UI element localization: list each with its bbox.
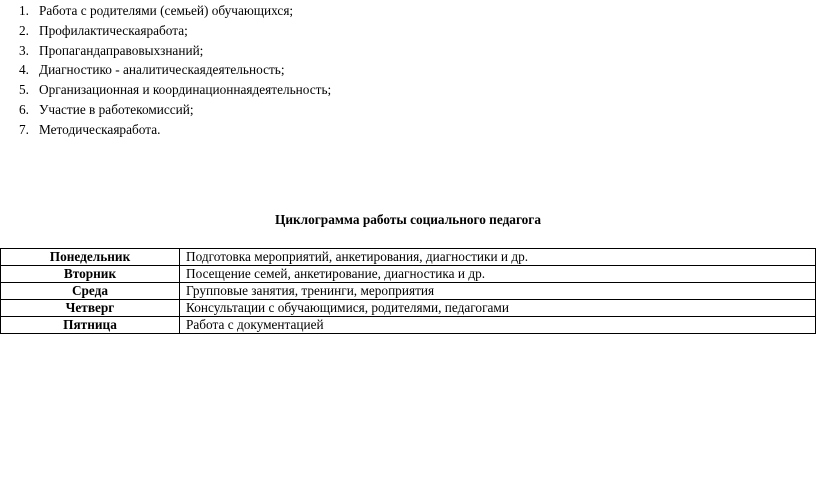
task-cell: Посещение семей, анкетирование, диагностика и др. [180,266,816,283]
schedule-table [0,248,816,334]
list-item-text: Работа с родителями (семьей) обучающихся; [39,3,294,18]
list-item [19,120,331,140]
day-cell: Вторник [1,266,180,283]
list-item-number: 3. [19,42,29,58]
table-row [1,283,816,300]
list-item [19,60,331,80]
list-item [19,100,331,120]
list-item-text: Участие в работекомиссий; [39,101,194,117]
table-row [1,317,816,334]
day-cell: Понедельник [1,249,180,266]
list-item [19,1,331,21]
table-row [1,249,816,266]
schedule-title: Циклограмма работы социального педагога [274,212,541,227]
list-item-number: 5. [19,82,29,98]
list-item-number: 6. [19,101,29,117]
day-cell: Пятница [1,317,180,334]
table-row [1,266,816,283]
list-item-number: 1. [19,3,29,18]
day-cell: Четверг [1,300,180,317]
list-item-number: 4. [19,62,29,78]
list-item-text: Методическаяработа. [39,121,161,137]
day-cell: Среда [1,283,180,300]
list-item-text: Пропагандаправовыхзнаний; [39,42,204,58]
list-item-number: 2. [19,22,29,38]
list-item [19,21,331,41]
list-item-text: Профилактическаяработа; [39,22,188,38]
work-directions-list [19,1,331,140]
list-item-number: 7. [19,121,29,137]
task-cell: Консультации с обучающимися, родителями, педагогами [180,300,816,317]
task-cell: Групповые занятия, тренинги, мероприятия [180,283,816,300]
task-cell: Подготовка мероприятий, анкетирования, диагностики и др. [180,249,816,266]
table-row [1,300,816,317]
list-item [19,80,331,100]
list-item [19,41,331,61]
list-item-text: Диагностико - аналитическаядеятельность; [39,62,285,78]
list-item-text: Организационная и координационнаядеятельность; [39,82,332,98]
task-cell: Работа с документацией [180,317,816,334]
